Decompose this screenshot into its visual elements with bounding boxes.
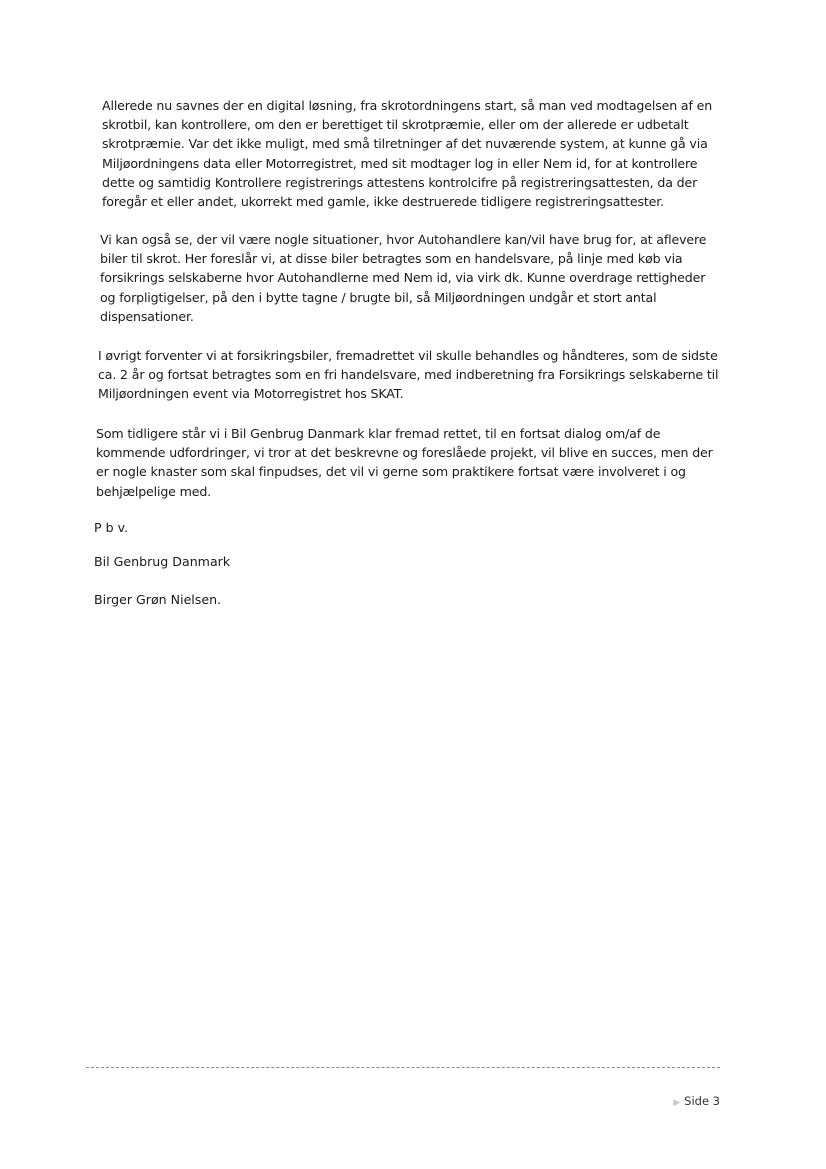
text-line: og forpligtigelser, på den i bytte tagne / brugte bil, så Miljøordningen undgår et stort antal [100, 289, 657, 305]
text-line: kommende udfordringer, vi tror at det beskrevne og foreslåede projekt, vil blive en succes, men der [96, 445, 713, 461]
page-number-label: Side 3 [684, 1094, 720, 1108]
text-line: biler til skrot. Her foreslår vi, at disse biler betragtes som en handelsvare, på linje med køb via [100, 251, 683, 267]
text-line: ca. 2 år og fortsat betragtes som en fri handelsvare, med indberetning fra Forsikrings selskaberne til [98, 367, 719, 383]
paragraph-2 [100, 230, 706, 326]
paragraph-1 [102, 96, 712, 211]
text-line: forsikrings selskaberne hvor Autohandlerne med Nem id, via virk dk. Kunne overdrage rettigheder [100, 270, 706, 286]
page-number [673, 1094, 720, 1108]
text-line: dette og samtidig Kontrollere registrerings attestens kontrolcifre på registreringsattesten, da der [102, 174, 698, 190]
text-line: behjælpelige med. [96, 483, 212, 499]
paragraph-4 [96, 424, 713, 501]
text-line: foregår et eller andet, ukorrekt med gamle, ikke destruerede tidligere registreringsattester. [102, 194, 664, 210]
paragraph-3 [98, 346, 718, 404]
text-line: Allerede nu savnes der en digital løsning, fra skrotordningens start, så man ved modtagelsen af en [102, 98, 713, 113]
organization-name: Bil Genbrug Danmark [94, 554, 231, 569]
text-line: I øvrigt forventer vi at forsikringsbiler, fremadrettet vil skulle behandles og håndteres, som de sidste [98, 348, 718, 363]
text-line: skrotbil, kan kontrollere, om den er berettiget til skrotpræmie, eller om der allerede er udbetalt [102, 117, 689, 133]
text-line: Som tidligere står vi i Bil Genbrug Danmark klar fremad rettet, til en fortsat dialog om/af de [96, 426, 661, 441]
signatory-name: Birger Grøn Nielsen. [94, 592, 222, 607]
text-line: Vi kan også se, der vil være nogle situationer, hvor Autohandlere kan/vil have brug for, at aflevere [100, 232, 707, 247]
text-line: Miljøordningen event via Motorregistret hos SKAT. [98, 386, 404, 402]
text-line: skrotpræmie. Var det ikke muligt, med små tilretninger af det nuværende system, at kunne gå via [102, 136, 708, 152]
closing-line: P b v. [94, 520, 129, 535]
text-line: dispensationer. [100, 308, 194, 324]
text-line: er nogle knaster som skal finpudses, det vil vi gerne som praktikere fortsat være involveret i og [96, 464, 686, 480]
arrow-right-icon: ▶ [673, 1098, 681, 1108]
text-line: Miljøordningens data eller Motorregistret, med sit modtager log in eller Nem id, for at kontrollere [102, 155, 698, 171]
footer-divider [86, 1067, 720, 1068]
